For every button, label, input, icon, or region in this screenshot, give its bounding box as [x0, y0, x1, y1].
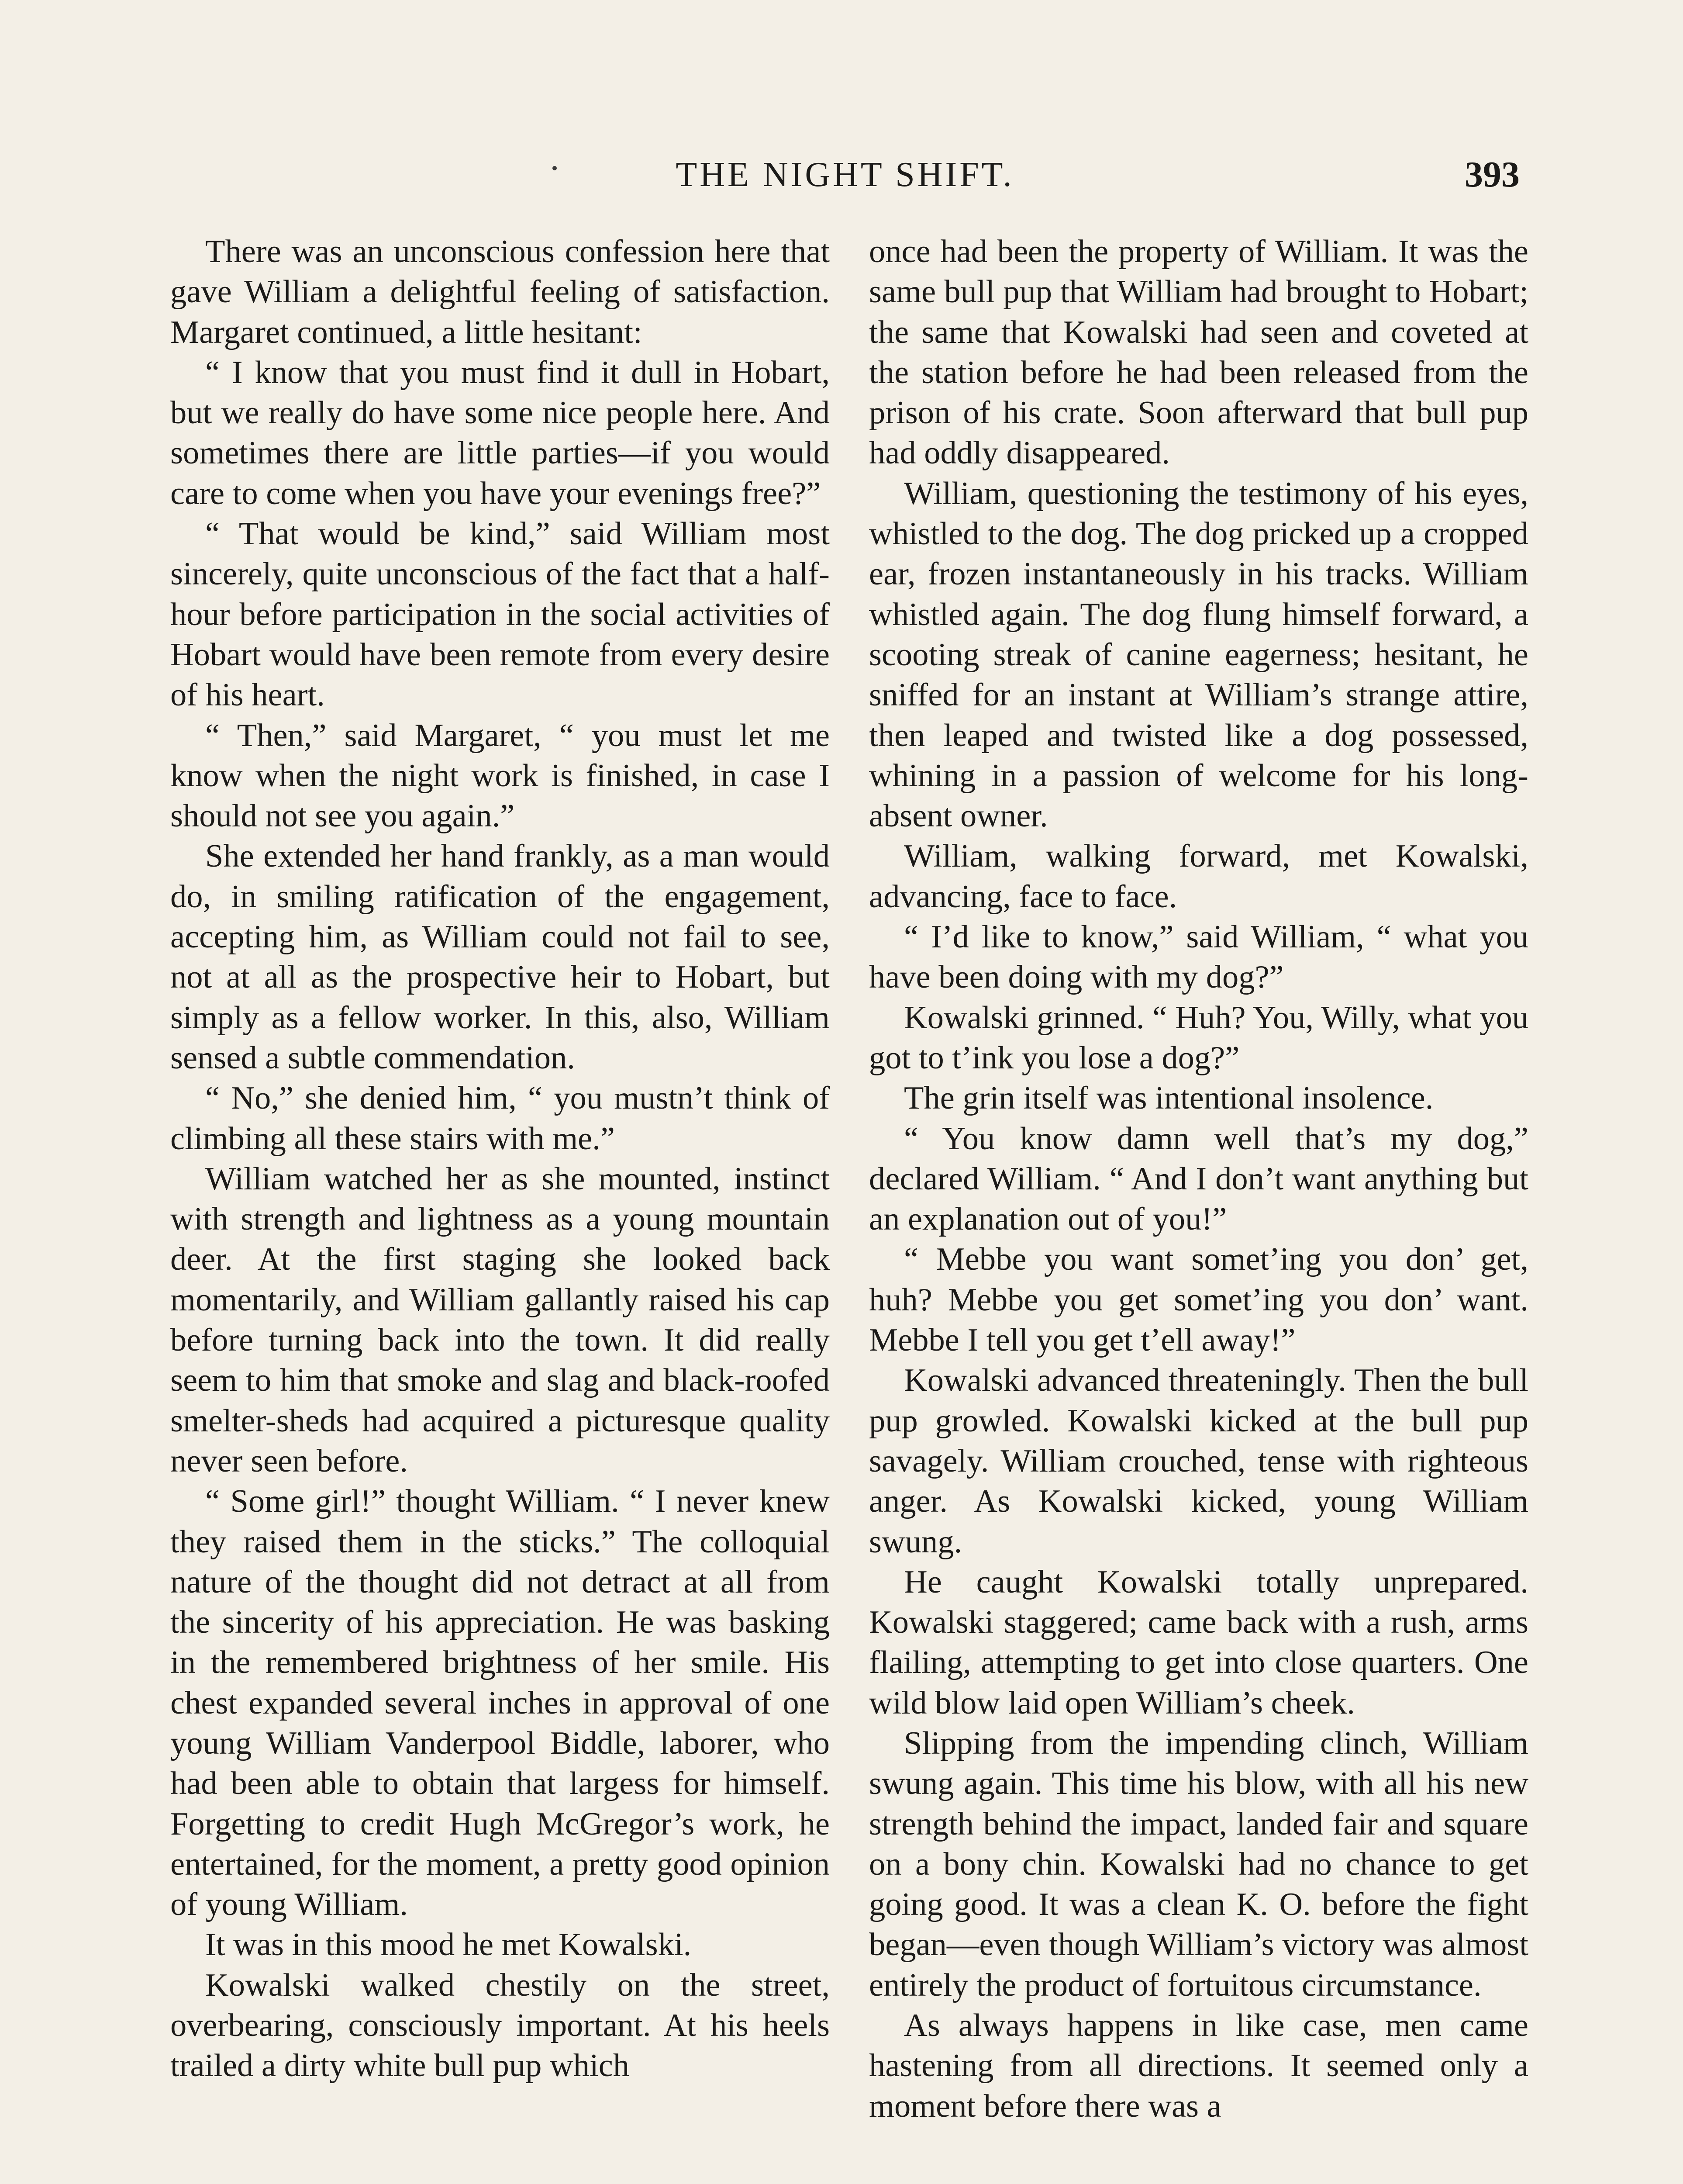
paragraph: There was an unconscious confession here that gave William a delightful feeling of satisfaction. Margaret continued, a little hesitant:: [170, 234, 830, 350]
paragraph: “ That would be kind,” said William most sincerely, quite unconscious of the fact that a half-hour before participation in the social activities of Hobart would have been remote from every desire of his heart.: [170, 516, 830, 713]
paragraph: “ Mebbe you want somet’ing you don’ get, huh? Mebbe you get somet’ing you don’ want. Mebbe I tell you get t’ell away!”: [869, 1241, 1528, 1358]
paragraph: William, walking forward, met Kowalski, advancing, face to face.: [869, 838, 1528, 915]
paragraph: The grin itself was intentional insolence.: [904, 1080, 1434, 1116]
paragraph: “ You know damn well that’s my dog,” declared William. “ And I don’t want anything but an explanation out of you!”: [869, 1120, 1528, 1237]
paragraph: William watched her as she mounted, instinct with strength and lightness as a young mountain deer. At the first staging she looked back momentarily, and William gallantly raised his cap before turning back into the town. It did really seem to him that smoke and slag and black-roofed smelter-sheds had acquired a picturesque quality never seen before.: [170, 1161, 830, 1479]
paragraph: Kowalski walked chestily on the street, overbearing, consciously important. At his heels trailed a dirty white bull pup which: [170, 1967, 830, 2084]
running-title: THE NIGHT SHIFT.: [676, 156, 1014, 194]
paragraph: “ No,” she denied him, “ you mustn’t think of climbing all these stairs with me.”: [170, 1080, 830, 1157]
paragraph: “ I’d like to know,” said William, “ what you have been doing with my dog?”: [869, 919, 1528, 995]
paragraph: Kowalski grinned. “ Huh? You, Willy, what you got to t’ink you lose a dog?”: [869, 999, 1528, 1076]
paragraph: “ I know that you must find it dull in Hobart, but we really do have some nice people here. And sometimes there are little parties—if you would care to come when you have your evenings free?”: [170, 354, 830, 511]
right-column: [869, 232, 1528, 2126]
paragraph: “ Some girl!” thought William. “ I never knew they raised them in the sticks.” The colloquial nature of the thought did not detract at all from the sincerity of his appreciation. He was basking in the remembered brightness of her smile. His chest expanded several inches in approval of one young William Vanderpool Biddle, laborer, who had been able to obtain that largess for himself. Forgetting to credit Hugh McGregor’s work, he entertained, for the moment, a pretty good opinion of young William.: [170, 1483, 830, 1923]
paragraph: Slipping from the impending clinch, William swung again. This time his blow, with all his new strength behind the impact, landed fair and square on a bony chin. Kowalski had no chance to get going good. It was a clean K. O. before the fight began—even though William’s victory was almost entirely the product of fortuitous circumstance.: [869, 1725, 1528, 2003]
left-column: [170, 232, 830, 2086]
paragraph: He caught Kowalski totally unprepared. Kowalski staggered; came back with a rush, arms flailing, attempting to get into close quarters. One wild blow laid open William’s cheek.: [869, 1564, 1528, 1721]
paragraph: She extended her hand frankly, as a man would do, in smiling ratification of the engagement, accepting him, as William could not fail to see, not at all as the prospective heir to Hobart, but simply as a fellow worker. In this, also, William sensed a subtle commendation.: [170, 838, 830, 1076]
continued-paragraph: once had been the property of William. It was the same bull pup that William had brought to Hobart; the same that Kowalski had seen and coveted at the station before he had been released from the prison of his crate. Soon afterward that bull pup had oddly disappeared.: [869, 234, 1528, 471]
paragraph: William, questioning the testimony of his eyes, whistled to the dog. The dog pricked up a cropped ear, frozen instantaneously in his tracks. William whistled again. The dog flung himself forward, a scooting streak of canine eagerness; hesitant, he sniffed for an instant at William’s strange attire, then leaped and twisted like a dog possessed, whining in a passion of welcome for his long-absent owner.: [869, 475, 1528, 834]
paragraph: It was in this mood he met Kowalski.: [205, 1927, 692, 1963]
paragraph: As always happens in like case, men came hastening from all directions. It seemed only a moment before there was a: [869, 2008, 1528, 2124]
page-header: [170, 149, 1520, 201]
page-number: 393: [1465, 154, 1520, 195]
paragraph: “ Then,” said Margaret, “ you must let me know when the night work is finished, in case I should not see you again.”: [170, 717, 830, 834]
paragraph: Kowalski advanced threateningly. Then the bull pup growled. Kowalski kicked at the bull pup savagely. William crouched, tense with righteous anger. As Kowalski kicked, young William swung.: [869, 1362, 1528, 1560]
